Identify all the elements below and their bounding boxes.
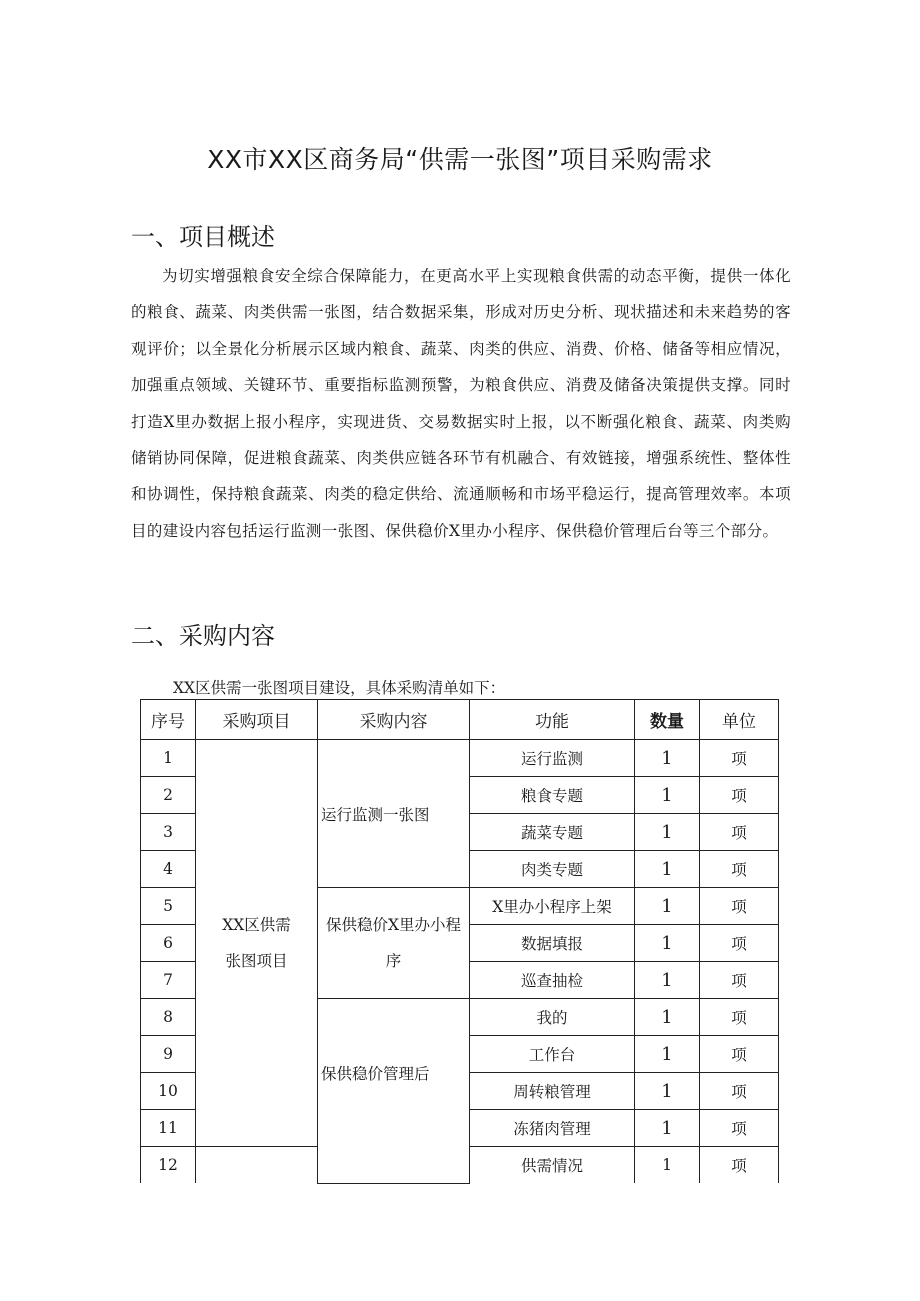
row-function: 蔬菜专题 xyxy=(470,814,635,851)
project-line-2: 张图项目 xyxy=(225,952,288,970)
row-function: 肉类专题 xyxy=(470,851,635,888)
row-function: 周转粮管理 xyxy=(470,1073,635,1110)
row-no: 11 xyxy=(141,1110,196,1147)
row-quantity: 1 xyxy=(635,851,700,888)
row-no: 5 xyxy=(141,888,196,925)
row-no: 6 xyxy=(141,925,196,962)
row-function: 工作台 xyxy=(470,1036,635,1073)
table-header-row xyxy=(141,700,779,740)
row-no: 7 xyxy=(141,962,196,999)
row-quantity: 1 xyxy=(635,1036,700,1073)
table-row xyxy=(141,740,779,777)
row-function: 巡查抽检 xyxy=(470,962,635,999)
row-unit: 项 xyxy=(700,814,779,851)
row-function: 我的 xyxy=(470,999,635,1036)
row-function: 运行监测 xyxy=(470,740,635,777)
row-unit: 项 xyxy=(700,851,779,888)
row-unit: 项 xyxy=(700,888,779,925)
procurement-intro: XX区供需一张图项目建设，具体采购清单如下： xyxy=(173,679,506,697)
row-unit: 项 xyxy=(700,999,779,1036)
row-quantity: 1 xyxy=(635,1110,700,1147)
row-function: 粮食专题 xyxy=(470,777,635,814)
row-function: 数据填报 xyxy=(470,925,635,962)
group-monitoring: 运行监测一张图 xyxy=(318,740,470,888)
row-unit: 项 xyxy=(700,925,779,962)
empty-project-cell xyxy=(196,1147,318,1184)
row-function: X里办小程序上架 xyxy=(470,888,635,925)
header-function: 功能 xyxy=(470,700,635,740)
group-admin: 保供稳价管理后 xyxy=(318,999,470,1184)
row-no: 12 xyxy=(141,1147,196,1184)
row-quantity: 1 xyxy=(635,1147,700,1184)
header-quantity: 数量 xyxy=(635,700,700,740)
row-quantity: 1 xyxy=(635,999,700,1036)
row-quantity: 1 xyxy=(635,925,700,962)
row-quantity: 1 xyxy=(635,777,700,814)
row-unit: 项 xyxy=(700,740,779,777)
row-quantity: 1 xyxy=(635,814,700,851)
row-unit: 项 xyxy=(700,1073,779,1110)
row-no: 8 xyxy=(141,999,196,1036)
row-no: 9 xyxy=(141,1036,196,1073)
procurement-table xyxy=(140,699,779,1184)
row-quantity: 1 xyxy=(635,740,700,777)
row-no: 1 xyxy=(141,740,196,777)
document-title: XX市XX区商务局“供需一张图”项目采购需求 xyxy=(207,145,713,174)
row-no: 10 xyxy=(141,1073,196,1110)
row-quantity: 1 xyxy=(635,1073,700,1110)
header-unit: 单位 xyxy=(700,700,779,740)
row-function: 供需情况 xyxy=(470,1147,635,1184)
row-quantity: 1 xyxy=(635,962,700,999)
row-unit: 项 xyxy=(700,1110,779,1147)
project-cell xyxy=(196,740,318,1147)
row-no: 4 xyxy=(141,851,196,888)
row-unit: 项 xyxy=(700,962,779,999)
row-no: 2 xyxy=(141,777,196,814)
group-miniprogram: 保供稳价X里办小程序 xyxy=(318,888,470,999)
section-heading-overview: 一、项目概述 xyxy=(131,223,275,251)
header-content: 采购内容 xyxy=(318,700,470,740)
header-project: 采购项目 xyxy=(196,700,318,740)
overview-paragraph: 为切实增强粮食安全综合保障能力，在更高水平上实现粮食供需的动态平衡，提供一体化的粮食、蔬菜、肉类供需一张图，结合数据采集，形成对历史分析、现状描述和未来趋势的客观评价；以全景化分析展示区域内粮食、蔬菜、肉类的供应、消费、价格、储备等相应情况，加强重点领域、关键环节、重要指标监测预警，为粮食供应、消费及储备决策提供支撑。同时打造X里办数据上报小程序，实现进货、交易数据实时上报，以不断强化粮食、蔬菜、肉类购储销协同保障，促进粮食蔬菜、肉类供应链各环节有机融合、有效链接，增强系统性、整体性和协调性，保持粮食蔬菜、肉类的稳定供给、流通顺畅和市场平稳运行，提高管理效率。本项目的建设内容包括运行监测一张图、保供稳价X里办小程序、保供稳价管理后台等三个部分。 xyxy=(131,267,791,540)
project-line-1: XX区供需 xyxy=(222,916,291,934)
section-heading-procurement: 二、采购内容 xyxy=(131,622,275,650)
row-no: 3 xyxy=(141,814,196,851)
row-function: 冻猪肉管理 xyxy=(470,1110,635,1147)
row-quantity: 1 xyxy=(635,888,700,925)
row-unit: 项 xyxy=(700,1147,779,1184)
row-unit: 项 xyxy=(700,1036,779,1073)
header-no: 序号 xyxy=(141,700,196,740)
row-unit: 项 xyxy=(700,777,779,814)
